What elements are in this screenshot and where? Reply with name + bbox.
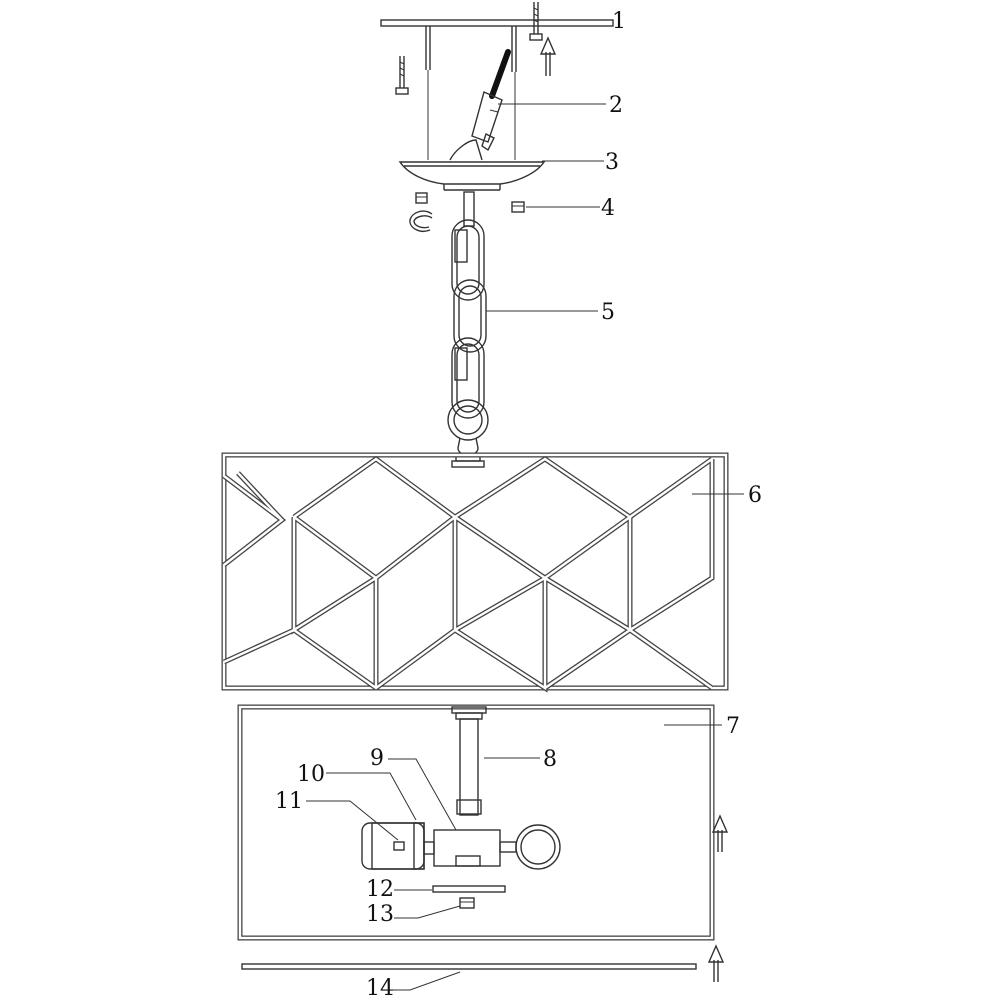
callout-label-8: 8 [543,747,557,772]
callout-label-3: 3 [605,150,619,175]
cluster-body [424,825,560,869]
diffuser-panel [242,964,696,969]
socket [362,823,424,869]
mounting-bracket [381,20,613,72]
callout-label-1: 1 [612,9,626,34]
mounting-screw-left [396,56,408,94]
callout-label-14: 14 [366,976,394,1000]
center-tube [452,707,486,815]
up-arrow-icon [713,816,727,852]
nut-left [416,193,427,203]
callout-label-11: 11 [275,789,303,814]
callout-line-13 [394,906,460,918]
canopy [400,70,544,190]
c-clip [410,211,432,231]
callout-label-13: 13 [366,902,394,927]
callout-label-9: 9 [370,746,384,771]
callout-line-11 [306,801,398,840]
callout-line-10 [326,773,416,820]
callout-label-12: 12 [366,877,394,902]
callout-label-7: 7 [726,714,740,739]
callout-label-6: 6 [748,483,762,508]
finial-nut [460,898,474,908]
nut-right [512,202,524,212]
wire-connector [472,52,508,150]
geometric-frame [224,455,726,688]
callout-line-9 [388,759,456,830]
callout-label-2: 2 [609,93,623,118]
mounting-screw-top [530,2,542,40]
up-arrow-icon [541,38,555,76]
callout-label-10: 10 [297,762,325,787]
callout-line-14 [392,972,460,990]
callout-label-4: 4 [601,196,615,221]
chain [448,192,488,467]
up-arrow-icon [709,946,723,982]
inner-housing [240,707,712,938]
bottom-plate [433,886,505,892]
callout-label-5: 5 [601,300,615,325]
